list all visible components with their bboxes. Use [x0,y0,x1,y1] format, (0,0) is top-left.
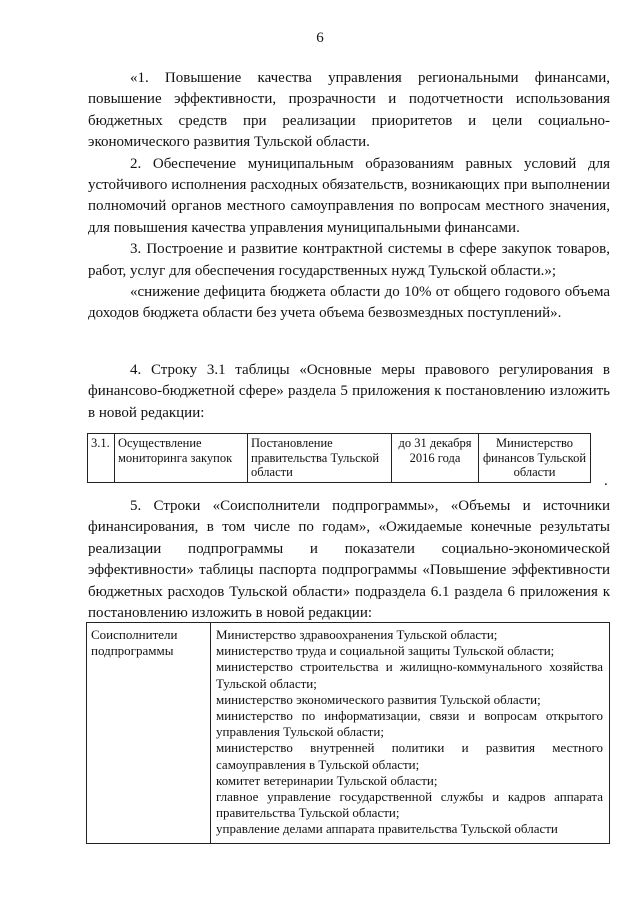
paragraph-deficit: «снижение дефицита бюджета области до 10% от общего годового объема доходов бюджета области без учета объема безвозмездных поступлений». [88,284,610,322]
subprogram-passport-table [86,622,610,844]
table-row [87,623,610,844]
regulation-measures-table [87,433,591,483]
list-item: управление делами аппарата правительства Тульской области [216,821,558,837]
paragraph-item-5: 5. Строки «Соисполнители подпрограммы», «Объемы и источники финансирования, в том числе по годам», «Ожидаемые конечные результаты реализации подпрограммы и показатели социально-экономической эффективности» таблицы паспорта подпрограммы «Повышение эффективности бюджетных расходов Тульской области» подраздела 6.1 раздела 6 приложения к постановлению изложить в новой редакции: [88,498,610,622]
list-item: министерство труда и социальной защиты Тульской области; [216,643,555,659]
table-row [88,434,591,483]
paragraph-goal-2: 2. Обеспечение муниципальным образованиям равных условий для устойчивого исполнения расходных обязательств, возникающих при выполнении полномочий органов местного самоуправления по вопросам местного значения, для повышения качества управления муниципальными финансами. [88,155,610,236]
page-number: 6 [316,30,324,46]
row-number-cell: 3.1. [88,434,115,483]
deadline-cell: до 31 декабря 2016 года [392,434,479,483]
coexecutors-list-cell [211,623,610,844]
legal-act-cell: Постановление правительства Тульской области [248,434,392,483]
paragraph-item-4: 4. Строку 3.1 таблицы «Основные меры правового регулирования в финансово-бюджетной сфере» раздела 5 приложения к постановлению изложить в новой редакции: [88,362,610,421]
list-item: министерство экономического развития Тульской области; [216,691,541,707]
responsible-cell: Министерство финансов Тульской области [479,434,591,483]
table-end-punctuation: . [604,473,608,489]
item-4-section [88,360,610,424]
list-item: министерство по информатизации, связи и вопросам открытого управления Тульской области; [216,708,603,740]
coexecutors-label-cell: Соисполнители подпрограммы [87,623,211,844]
paragraph-goal-3: 3. Построение и развитие контрактной системы в сфере закупок товаров, работ, услуг для обеспечения государственных нужд Тульской области.»; [88,241,610,279]
goals-section [88,68,610,325]
item-5-section [88,496,610,624]
list-item: Министерство здравоохранения Тульской области; [216,627,498,642]
list-item: главное управление государственной службы и кадров аппарата правительства Тульской области; [216,789,603,821]
measure-cell: Осуществление мониторинга закупок [115,434,248,483]
list-item: комитет ветеринарии Тульской области; [216,772,438,788]
list-item: министерство строительства и жилищно-коммунального хозяйства Тульской области; [216,659,603,691]
paragraph-goal-1: «1. Повышение качества управления региональными финансами, повышение эффективности, прозрачности и подотчетности использования бюджетных средств при реализации приоритетов и цели социально-экономического развития Тульской области. [88,70,610,151]
list-item: министерство внутренней политики и развития местного самоуправления в Тульской области; [216,740,603,772]
